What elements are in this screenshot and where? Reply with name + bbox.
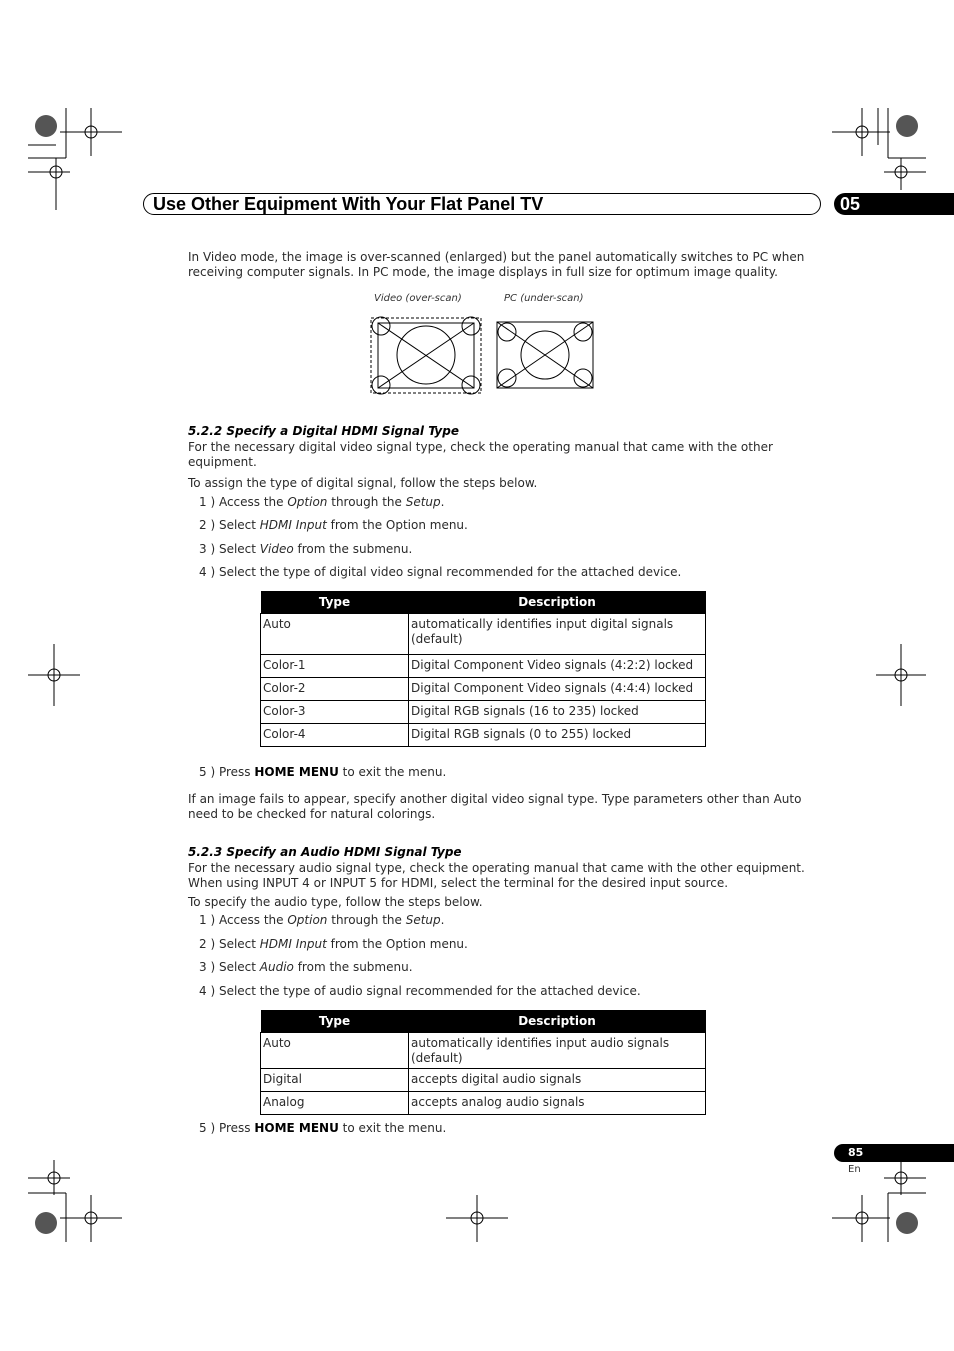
table-row	[261, 701, 706, 724]
color-target-icon	[35, 1212, 57, 1234]
table-header-row	[261, 591, 706, 614]
section2-para2: To specify the audio type, follow the steps below.	[188, 895, 483, 909]
table-row	[261, 614, 706, 655]
section2-step-3: 3 ) Select Audio from the submenu.	[199, 960, 413, 974]
section2-para1: For the necessary audio signal type, check the operating manual that came with the other equipment. When using INPUT 4 or INPUT 5 for HDMI, select the terminal for the desired input source.	[188, 861, 805, 890]
table-row	[261, 1092, 706, 1115]
section1-step-3: 3 ) Select Video from the submenu.	[199, 542, 413, 556]
table-cell-description: Digital RGB signals (16 to 235) locked	[409, 701, 706, 724]
page-title: Use Other Equipment With Your Flat Panel TV	[153, 194, 544, 214]
table-header-type: Type	[261, 591, 409, 614]
table-cell-description: automatically identifies input digital signals (default)	[409, 614, 706, 655]
section-heading-digital: 5.2.2 Specify a Digital HDMI Signal Type	[188, 424, 459, 438]
table-cell-type: Color-1	[261, 655, 409, 678]
section2-step-4: 4 ) Select the type of audio signal recommended for the attached device.	[199, 984, 641, 998]
table-cell-description: Digital Component Video signals (4:4:4) locked	[409, 678, 706, 701]
section2-step-2: 2 ) Select HDMI Input from the Option menu.	[199, 937, 468, 951]
table-row	[261, 678, 706, 701]
section2-step-1: 1 ) Access the Option through the Setup.	[199, 913, 445, 927]
language-label: En	[848, 1164, 861, 1175]
table-cell-type: Color-2	[261, 678, 409, 701]
scan-mode-diagram	[368, 314, 598, 396]
color-target-icon	[896, 1212, 918, 1234]
table-cell-type: Color-3	[261, 701, 409, 724]
chapter-number: 05	[840, 194, 861, 214]
section1-step-5: 5 ) Press HOME MENU to exit the menu.	[199, 765, 447, 779]
page-number: 85	[848, 1146, 864, 1159]
section-heading-audio: 5.2.3 Specify an Audio HDMI Signal Type	[188, 845, 462, 859]
table-cell-type: Color-4	[261, 724, 409, 747]
section1-para2: To assign the type of digital signal, follow the steps below.	[188, 476, 538, 490]
color-target-icon	[896, 115, 918, 137]
table-row	[261, 655, 706, 678]
section1-step-1: 1 ) Access the Option through the Setup.	[199, 495, 445, 509]
table-header-description: Description	[409, 1010, 706, 1033]
section1-para1: For the necessary digital video signal type, check the operating manual that came with the other equipment.	[188, 440, 773, 469]
section2-step-5: 5 ) Press HOME MENU to exit the menu.	[199, 1121, 447, 1135]
pc-caption: PC (under-scan)	[504, 293, 584, 304]
section1-step-4: 4 ) Select the type of digital video signal recommended for the attached device.	[199, 565, 682, 579]
digital-signal-table	[260, 591, 706, 747]
table-cell-type: Digital	[261, 1069, 409, 1092]
table-cell-description: Digital RGB signals (0 to 255) locked	[409, 724, 706, 747]
color-target-icon	[35, 115, 57, 137]
table-cell-type: Auto	[261, 1033, 409, 1069]
table-row	[261, 724, 706, 747]
table-cell-type: Auto	[261, 614, 409, 655]
video-caption: Video (over-scan)	[374, 293, 462, 304]
table-header-type: Type	[261, 1010, 409, 1033]
section1-step-2: 2 ) Select HDMI Input from the Option menu.	[199, 518, 468, 532]
table-cell-description: Digital Component Video signals (4:2:2) locked	[409, 655, 706, 678]
intro-paragraph: In Video mode, the image is over-scanned (enlarged) but the panel automatically switches to PC when receiving computer signals. In PC mode, the image displays in full size for optimum image quality.	[188, 250, 805, 279]
table-cell-type: Analog	[261, 1092, 409, 1115]
audio-signal-table	[260, 1010, 706, 1115]
section1-note: If an image fails to appear, specify another digital video signal type. Type parameters other than Auto need to be checked for natural colorings.	[188, 792, 802, 821]
table-header-row	[261, 1010, 706, 1033]
table-header-description: Description	[409, 591, 706, 614]
table-cell-description: accepts analog audio signals	[409, 1092, 706, 1115]
table-row	[261, 1069, 706, 1092]
table-cell-description: automatically identifies input audio signals (default)	[409, 1033, 706, 1069]
table-row	[261, 1033, 706, 1069]
table-cell-description: accepts digital audio signals	[409, 1069, 706, 1092]
